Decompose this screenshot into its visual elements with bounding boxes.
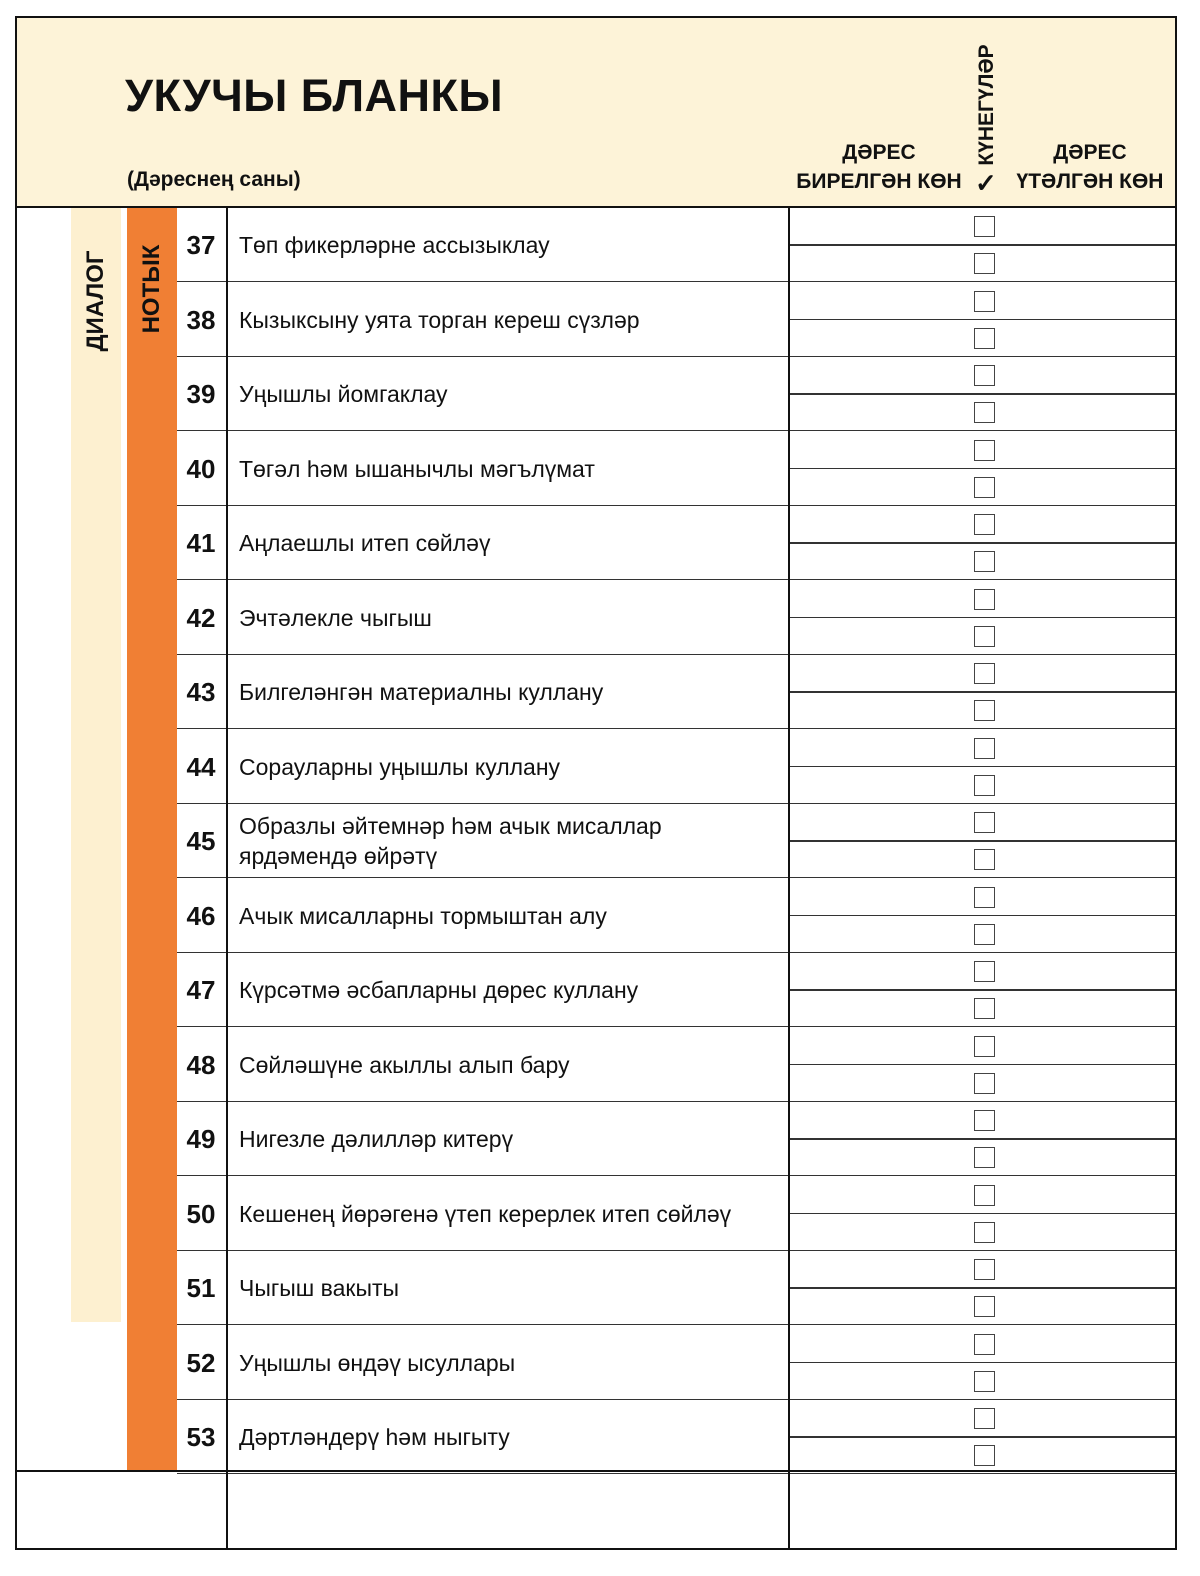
column-header-lesson-given: [789, 138, 969, 196]
column-header-lesson-given-line1: ДӘРЕС: [842, 141, 916, 164]
exercise-checkbox[interactable]: [974, 849, 995, 870]
table-bottom-rule: [17, 1470, 1175, 1472]
lesson-row: [177, 1400, 1175, 1474]
lesson-row: [177, 730, 1175, 804]
date-line-divider: [790, 1213, 1175, 1215]
lesson-number: 38: [186, 304, 216, 335]
exercise-checkbox[interactable]: [974, 291, 995, 312]
lesson-title: Аңлаешлы итеп сөйләү: [239, 530, 491, 556]
lesson-row: [177, 1326, 1175, 1400]
form-header: [17, 18, 1175, 208]
student-form: [15, 16, 1177, 1550]
lesson-row: [177, 581, 1175, 655]
column-header-lesson-given-line2: БИРЕЛГӘН КӨН: [796, 170, 962, 193]
exercise-checkbox[interactable]: [974, 477, 995, 498]
lesson-row: [177, 879, 1175, 953]
exercise-checkbox[interactable]: [974, 1296, 995, 1317]
lesson-row: [177, 357, 1175, 431]
dialog-category-label: ДИАЛОГ: [82, 250, 109, 352]
exercise-checkbox[interactable]: [974, 440, 995, 461]
column-divider-left: [226, 208, 228, 1548]
date-line-divider: [790, 468, 1175, 470]
exercise-checkbox[interactable]: [974, 738, 995, 759]
lesson-title: Уңышлы өндәү ысуллары: [239, 1349, 516, 1376]
lesson-number: 53: [186, 1422, 216, 1452]
lesson-number: 48: [186, 1049, 216, 1080]
date-line-divider: [790, 989, 1175, 991]
lesson-title: Ачык мисалларны тормыштан алу: [239, 902, 607, 929]
date-line-divider: [790, 244, 1175, 246]
exercise-checkbox[interactable]: [974, 924, 995, 945]
date-line-divider: [790, 915, 1175, 917]
exercise-checkbox[interactable]: [974, 1408, 995, 1429]
lesson-number: 39: [186, 379, 216, 409]
exercise-checkbox[interactable]: [974, 1073, 995, 1094]
date-line-divider: [790, 393, 1175, 395]
lesson-row: [177, 1028, 1175, 1102]
lesson-number: 40: [186, 453, 216, 484]
lesson-number-caption: (Дәреснең саны): [127, 168, 301, 191]
exercise-checkbox[interactable]: [974, 216, 995, 237]
checkmark-icon: ✓: [975, 168, 997, 198]
exercise-checkbox[interactable]: [974, 812, 995, 833]
lesson-title: Образлы әйтемнәр һәм ачык мисаллар ярдәмендә өйрәтү: [239, 813, 662, 869]
lesson-title: Күрсәтмә әсбапларны дөрес куллану: [239, 977, 639, 1003]
lesson-row: [177, 1177, 1175, 1251]
lesson-row: [177, 208, 1175, 282]
lesson-title: Төп фикерләрне ассызыклау: [239, 232, 550, 258]
date-line-divider: [790, 840, 1175, 842]
exercise-checkbox[interactable]: [974, 514, 995, 535]
exercise-checkbox[interactable]: [974, 551, 995, 572]
lesson-number: 43: [186, 677, 216, 707]
lesson-number: 45: [186, 826, 216, 856]
exercise-checkbox[interactable]: [974, 365, 995, 386]
lesson-row: [177, 506, 1175, 580]
lesson-title: Төгәл һәм ышанычлы мәгълүмат: [239, 455, 595, 482]
lesson-number: 52: [186, 1347, 216, 1378]
lesson-row: [177, 283, 1175, 357]
exercise-checkbox[interactable]: [974, 1185, 995, 1206]
date-line-divider: [790, 766, 1175, 768]
column-divider-right: [788, 208, 790, 1548]
lesson-number: 41: [186, 528, 216, 558]
lesson-row: [177, 804, 1175, 878]
exercise-checkbox[interactable]: [974, 1259, 995, 1280]
lesson-title: Сөйләшүне акыллы алып бару: [239, 1051, 570, 1078]
lesson-row: [177, 953, 1175, 1027]
lesson-row: [177, 1251, 1175, 1325]
lesson-number: 51: [186, 1273, 216, 1303]
exercise-checkbox[interactable]: [974, 626, 995, 647]
lesson-row: [177, 655, 1175, 729]
date-line-divider: [790, 542, 1175, 544]
date-line-divider: [790, 1362, 1175, 1364]
exercise-checkbox[interactable]: [974, 589, 995, 610]
exercise-checkbox[interactable]: [974, 775, 995, 796]
notyk-category-band: [127, 208, 177, 1470]
lesson-title: Дәртләндерү һәм ныгыту: [239, 1424, 510, 1450]
exercise-checkbox[interactable]: [974, 1036, 995, 1057]
dialog-category-band: [71, 208, 121, 1322]
lesson-number: 44: [186, 751, 216, 782]
exercise-checkbox[interactable]: [974, 253, 995, 274]
column-header-exercises: [972, 30, 1002, 180]
lesson-number: 46: [186, 900, 216, 931]
exercise-checkbox[interactable]: [974, 1445, 995, 1466]
lesson-title: Нигезле дәлилләр китерү: [239, 1126, 514, 1152]
lesson-number: 47: [186, 975, 216, 1005]
lesson-title: Чыгыш вакыты: [239, 1275, 400, 1301]
lesson-number: 42: [186, 602, 216, 633]
date-line-divider: [790, 1138, 1175, 1140]
column-header-exercises-label: КҮНЕГҮЛӘР: [975, 44, 998, 166]
date-line-divider: [790, 617, 1175, 619]
exercise-checkbox[interactable]: [974, 1147, 995, 1168]
exercise-checkbox[interactable]: [974, 402, 995, 423]
exercise-checkbox[interactable]: [974, 887, 995, 908]
column-header-lesson-done: [1005, 138, 1175, 196]
lesson-row: [177, 1102, 1175, 1176]
exercise-checkbox[interactable]: [974, 1371, 995, 1392]
date-line-divider: [790, 691, 1175, 693]
exercise-checkbox[interactable]: [974, 1110, 995, 1131]
exercise-checkbox[interactable]: [974, 700, 995, 721]
exercise-checkbox[interactable]: [974, 961, 995, 982]
lesson-number: 49: [186, 1124, 216, 1154]
date-line-divider: [790, 1287, 1175, 1289]
exercise-checkbox[interactable]: [974, 1334, 995, 1355]
exercise-checkbox[interactable]: [974, 663, 995, 684]
date-line-divider: [790, 1064, 1175, 1066]
date-line-divider: [790, 1436, 1175, 1438]
exercise-checkbox[interactable]: [974, 1222, 995, 1243]
lesson-title: Кызыксыну уята торган кереш сүзләр: [239, 306, 640, 333]
page-title: УКУЧЫ БЛАНКЫ: [125, 70, 504, 121]
lesson-title: Билгеләнгән материалны куллану: [239, 679, 604, 705]
exercise-checkbox[interactable]: [974, 328, 995, 349]
column-header-lesson-done-line1: ДӘРЕС: [1053, 141, 1127, 164]
lesson-title: Сорауларны уңышлы куллану: [239, 753, 561, 780]
lesson-row: [177, 432, 1175, 506]
lesson-number: 50: [186, 1198, 216, 1229]
column-header-lesson-done-line2: ҮТӘЛГӘН КӨН: [1016, 170, 1164, 193]
date-line-divider: [790, 319, 1175, 321]
exercise-checkbox[interactable]: [974, 998, 995, 1019]
lesson-title: Уңышлы йомгаклау: [239, 381, 448, 407]
lesson-title: Эчтәлекле чыгыш: [239, 604, 432, 631]
lesson-title: Кешенең йөрәгенә үтеп керерлек итеп сөйләү: [239, 1200, 732, 1227]
lesson-number: 37: [186, 230, 216, 260]
notyk-category-label: НОТЫК: [138, 244, 165, 334]
